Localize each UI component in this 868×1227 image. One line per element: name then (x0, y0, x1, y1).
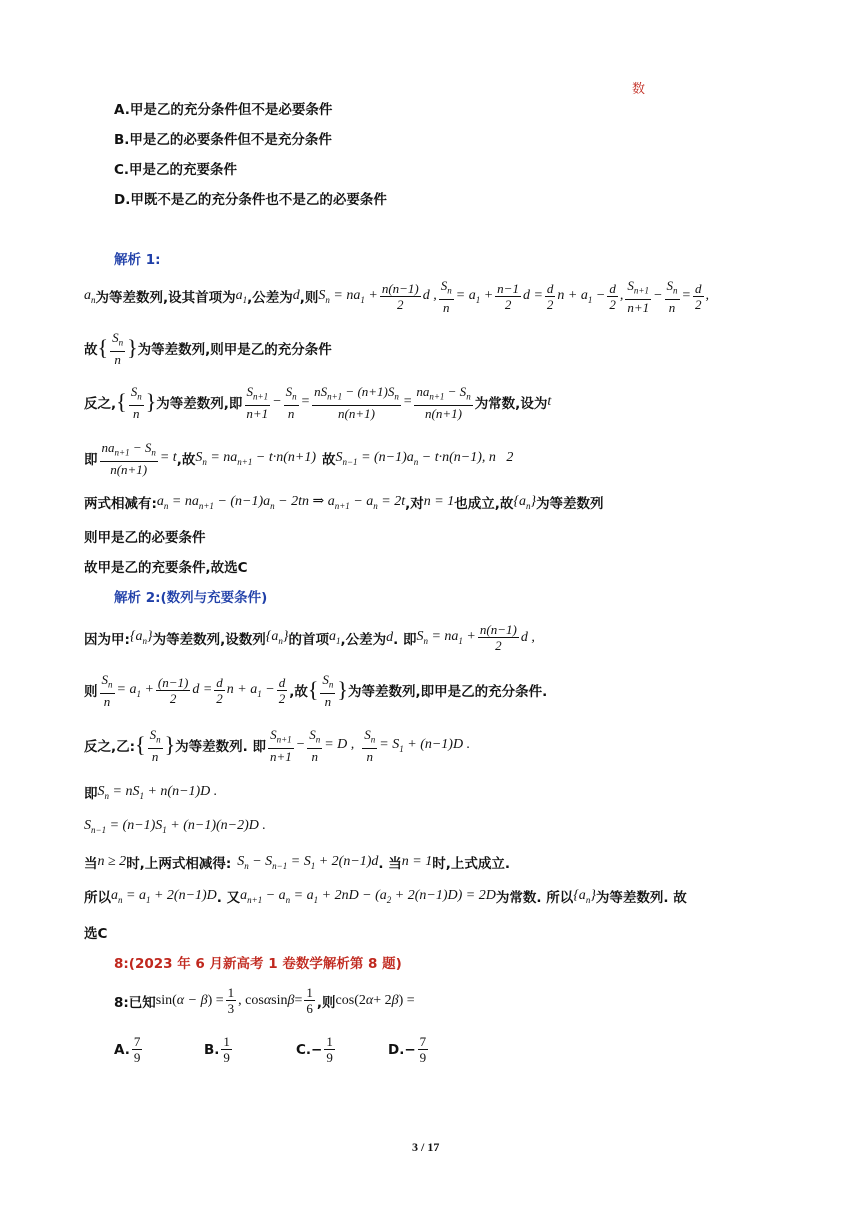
sol2-line7: 所以 $a_n = a_1 + 2(n-1)D$ . 又 $a_{n+1} - a_n = a_1 + 2nD - (a_2 + 2(n-1)D) = 2D$ 为常数. 所以 $\{a_n\}$ 为等差数列. 故 (84, 887, 687, 906)
sol2-line4: 即 $S_n = nS_1 + n(n-1)D$ . (84, 783, 218, 802)
q8-option-d: D.− $\frac{7}{9}$ (388, 1034, 427, 1065)
option-d: D.甲既不是乙的充分条件也不是乙的必要条件 (114, 192, 387, 208)
sol1-line7: 故甲是乙的充要条件,故选C (84, 560, 248, 576)
sol2-line1: 因为甲: $\{a_n\}$ 为等差数列,设数列 $\{a_n\}$ 的首项 $a_1$ ,公差为 d . 即 $S_n = na_1$ + $\frac{n(n-1)}{2}$ d , (84, 622, 535, 653)
option-c: C.甲是乙的充要条件 (114, 162, 238, 178)
sol2-line5: $S_{n-1} = (n-1)S_1 + (n-1)(n-2)D$ . (84, 818, 266, 835)
q8-option-b: B. $\frac{1}{9}$ (204, 1034, 230, 1065)
sol1-line2: 故 { $\frac{S_n}{n}$ } 为等差数列,则甲是乙的充分条件 (84, 330, 332, 367)
question8-stem: 8:已知 sin( α − β ) = $\frac{1}{3}$ , cos α sin β = $\frac{1}{6}$ ,则 cos(2 α + 2 β ) = (114, 985, 415, 1016)
sol2-line8: 选C (84, 926, 108, 942)
q8-option-c: C.− $\frac{1}{9}$ (296, 1034, 333, 1065)
sol2-line2: 则 $\frac{S_n}{n}$ = $a_1$ + $\frac{(n-1)}{2}$ d = $\frac{d}{2}$ $n + a_1$ − $\frac{d}{2}$ ,故 { $\frac{S_n}{n}$ } 为等差数列,即甲是乙的充分条件. (84, 672, 548, 709)
option-b: B.甲是乙的必要条件但不是充分条件 (114, 132, 332, 148)
question8-title: 8:(2023 年 6 月新高考 1 卷数学解析第 8 题) (114, 956, 402, 972)
q8-option-a: A. $\frac{7}{9}$ (114, 1034, 141, 1065)
solution1-heading: 解析 1: (114, 252, 161, 268)
page-number: 3 / 17 (412, 1140, 440, 1154)
sol2-line6: 当 n ≥ 2 时,上两式相减得: $S_n - S_{n-1} = S_1 + 2(n-1)d$ . 当 n = 1 时,上式成立. (84, 853, 510, 872)
watermark: 数 (632, 82, 646, 97)
solution2-heading: 解析 2:(数列与充要条件) (114, 590, 268, 606)
sol1-line1: $a_n$ 为等差数列,设其首项为 $a_1$ ,公差为 d ,则 $S_n = na_1$ + $\frac{n(n-1)}{2}$ d , $\frac{S_n}{n}$ = $a_1$ + $\frac{n-1}{2}$ d = $\frac{d}{2}$ $n + a_1$ − $\frac{d}{2}$ , $\frac{S_{n+1}}{n+1}$ − $\frac{S_n}{n}$ = $\frac{d}{2}$ , (84, 278, 709, 315)
option-a: A.甲是乙的充分条件但不是必要条件 (114, 102, 333, 118)
sol1-line4: 即 $\frac{na_{n+1} - S_n}{n(n+1)}$ = t ,故 $S_n = na_{n+1} - t\cdot n(n+1)$ 故 $S_{n-1} = (n-1)a_n - t\cdot n(n-1)$, n 2 (84, 440, 514, 477)
sol1-line6: 则甲是乙的必要条件 (84, 530, 206, 546)
sol1-line5: 两式相减有: $a_n = na_{n+1} - (n-1)a_n - 2tn$ ⇒ $a_{n+1} - a_n = 2t$ ,对 n = 1 也成立,故 $\{a_n\}$ 为等差数列 (84, 493, 604, 512)
sol2-line3: 反之,乙: { $\frac{S_n}{n}$ } 为等差数列. 即 $\frac{S_{n+1}}{n+1}$ − $\frac{S_n}{n}$ = D , $\frac{S_n}{n}$ = $S_1 + (n-1)D$ . (84, 727, 471, 764)
sol1-line3: 反之, { $\frac{S_n}{n}$ } 为等差数列,即 $\frac{S_{n+1}}{n+1}$ − $\frac{S_n}{n}$ = $\frac{nS_{n+1} - (n+1)S_n}{n(n+1)}$ = $\frac{na_{n+1} - S_n}{n(n+1)}$ 为常数,设为 t (84, 384, 552, 421)
